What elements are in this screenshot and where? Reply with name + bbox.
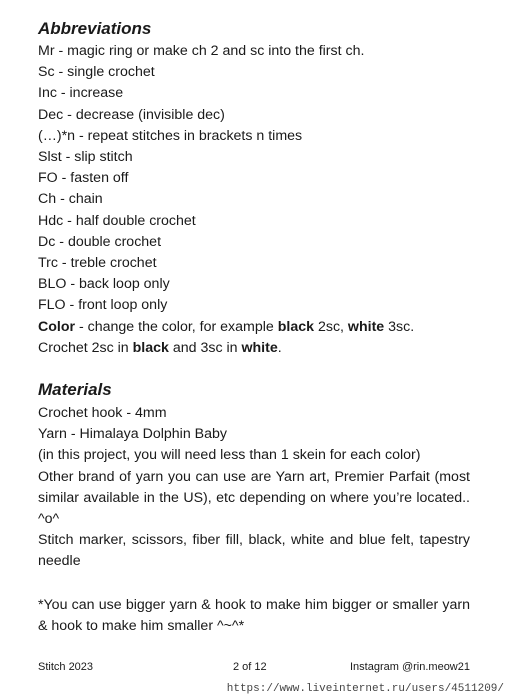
abbreviation-item-repeat: (…)*n - repeat stitches in brackets n times <box>38 127 303 144</box>
color-term: Color <box>38 318 76 335</box>
material-item-yarn-amount: (in this project, you will need less than 1 skein for each color) <box>38 447 421 464</box>
abbreviation-item-inc: Inc - increase <box>38 85 124 102</box>
color-bold-black: black <box>277 318 315 335</box>
material-other-brands: Other brand of yarn you can use are Yarn art, Premier Parfait (most similar available in the US), etc depending on where you’re located.. ^o^ <box>38 468 470 527</box>
color-bold-white: white <box>347 318 385 335</box>
abbreviation-item-color-example <box>38 338 470 359</box>
abbreviation-item-mr: Mr - magic ring or make ch 2 and sc into the first ch. <box>38 43 365 59</box>
abbreviation-item-ch: Ch - chain <box>38 191 103 208</box>
color-text-2: 2sc, <box>314 318 348 335</box>
material-item-yarn: Yarn - Himalaya Dolphin Baby <box>38 426 227 443</box>
size-note: *You can use bigger yarn & hook to make him bigger or smaller yarn & hook to make him smaller ^~^* <box>38 597 470 635</box>
abbreviation-item-dec: Dec - decrease (invisible dec) <box>38 106 225 123</box>
material-tools: Stitch marker, scissors, fiber fill, black, white and blue felt, tapestry needle <box>38 532 470 570</box>
color-example-mid: and 3sc in <box>168 339 242 356</box>
abbreviation-item-slst: Slst - slip stitch <box>38 149 133 166</box>
abbreviation-item-color <box>38 317 470 338</box>
abbreviations-list <box>38 41 470 359</box>
materials-heading: Materials <box>38 380 112 399</box>
abbreviation-item-sc: Sc - single crochet <box>38 64 155 81</box>
materials-list <box>38 403 470 467</box>
page-number: 2 of 12 <box>233 661 267 673</box>
abbreviation-item-dc: Dc - double crochet <box>38 233 162 250</box>
color-example-white: white <box>241 339 278 356</box>
color-example-black: black <box>132 339 169 356</box>
abbreviation-item-flo: FLO - front loop only <box>38 297 168 314</box>
abbreviation-item-hdc: Hdc - half double crochet <box>38 212 196 229</box>
abbreviations-heading: Abbreviations <box>38 19 152 38</box>
abbreviation-item-fo: FO - fasten off <box>38 170 129 187</box>
color-text-1: - change the color, for example <box>75 318 278 335</box>
color-example-end: . <box>277 339 282 356</box>
color-text-3: 3sc. <box>384 318 415 335</box>
color-example-pre: Crochet 2sc in <box>38 339 133 356</box>
abbreviation-item-trc: Trc - treble crochet <box>38 255 157 272</box>
abbreviation-item-blo: BLO - back loop only <box>38 276 170 293</box>
footer-instagram: Instagram @rin.meow21 <box>350 661 470 673</box>
watermark-url[interactable]: https://www.liveinternet.ru/users/4511209/ <box>226 683 504 695</box>
material-item-hook: Crochet hook - 4mm <box>38 405 167 421</box>
footer-left: Stitch 2023 <box>38 661 94 673</box>
